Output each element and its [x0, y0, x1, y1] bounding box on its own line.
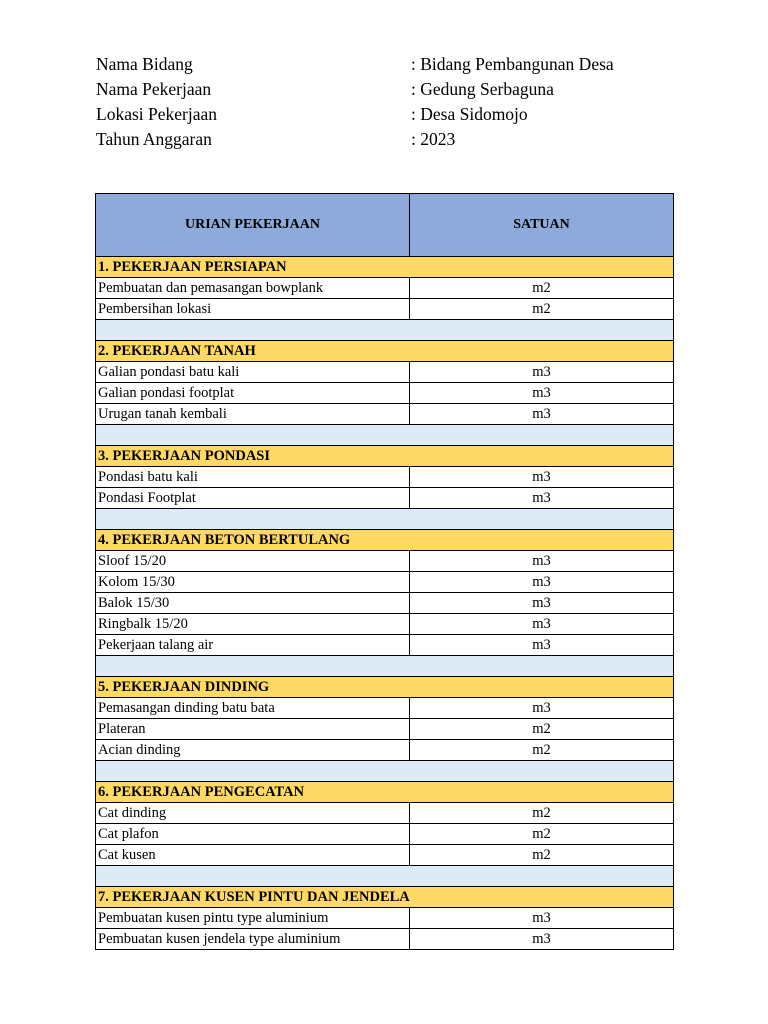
work-item-unit: m3	[410, 551, 674, 572]
table-row	[96, 614, 674, 635]
work-item-unit: m3	[410, 404, 674, 425]
work-item-name: Pembuatan kusen jendela type aluminium	[96, 929, 410, 950]
work-item-unit: m3	[410, 698, 674, 719]
work-item-name: Pemasangan dinding batu bata	[96, 698, 410, 719]
table-row	[96, 824, 674, 845]
table-row	[96, 635, 674, 656]
work-item-name: Ringbalk 15/20	[96, 614, 410, 635]
info-label: Nama Pekerjaan	[96, 79, 212, 99]
work-item-unit: m3	[410, 572, 674, 593]
work-item-unit: m3	[410, 467, 674, 488]
work-item-name: Cat dinding	[96, 803, 410, 824]
spacer-cell	[96, 866, 674, 887]
work-item-name: Pondasi batu kali	[96, 467, 410, 488]
table-row	[96, 740, 674, 761]
work-item-unit: m2	[410, 740, 674, 761]
spacer-cell	[96, 509, 674, 530]
work-item-unit: m2	[410, 719, 674, 740]
work-item-name: Plateran	[96, 719, 410, 740]
table-row	[96, 719, 674, 740]
table-row	[96, 404, 674, 425]
work-item-name: Galian pondasi footplat	[96, 383, 410, 404]
info-label: Nama Bidang	[96, 54, 193, 74]
work-item-name: Pembersihan lokasi	[96, 299, 410, 320]
spacer-cell	[96, 320, 674, 341]
spacer-cell	[96, 656, 674, 677]
work-item-unit: m3	[410, 929, 674, 950]
work-item-name: Cat kusen	[96, 845, 410, 866]
section-row	[96, 530, 674, 551]
section-row	[96, 446, 674, 467]
info-value: : Bidang Pembangunan Desa	[411, 54, 614, 74]
work-item-name: Pembuatan dan pemasangan bowplank	[96, 278, 410, 299]
section-row	[96, 782, 674, 803]
work-item-unit: m3	[410, 908, 674, 929]
section-title: 5. PEKERJAAN DINDING	[96, 677, 674, 698]
section-title: 2. PEKERJAAN TANAH	[96, 341, 674, 362]
section-row	[96, 887, 674, 908]
table-row	[96, 572, 674, 593]
section-title: 7. PEKERJAAN KUSEN PINTU DAN JENDELA	[96, 887, 674, 908]
info-label: Lokasi Pekerjaan	[96, 104, 217, 124]
work-item-unit: m2	[410, 824, 674, 845]
table-row	[96, 467, 674, 488]
work-item-name: Acian dinding	[96, 740, 410, 761]
info-value: : Gedung Serbaguna	[411, 79, 554, 99]
work-item-name: Pondasi Footplat	[96, 488, 410, 509]
work-item-name: Pembuatan kusen pintu type aluminium	[96, 908, 410, 929]
work-item-unit: m3	[410, 593, 674, 614]
table-row	[96, 278, 674, 299]
spacer-row	[96, 320, 674, 341]
work-item-unit: m2	[410, 299, 674, 320]
table-header-row	[96, 194, 674, 257]
work-item-name: Sloof 15/20	[96, 551, 410, 572]
table-row	[96, 362, 674, 383]
work-item-name: Cat plafon	[96, 824, 410, 845]
work-item-unit: m3	[410, 488, 674, 509]
work-item-name: Kolom 15/30	[96, 572, 410, 593]
info-row	[96, 127, 696, 152]
spacer-cell	[96, 425, 674, 446]
spacer-row	[96, 656, 674, 677]
info-row	[96, 77, 696, 102]
table-body	[96, 257, 674, 950]
work-item-unit: m3	[410, 383, 674, 404]
info-row	[96, 102, 696, 127]
work-item-name: Pekerjaan talang air	[96, 635, 410, 656]
section-title: 4. PEKERJAAN BETON BERTULANG	[96, 530, 674, 551]
spacer-row	[96, 866, 674, 887]
work-item-unit: m3	[410, 614, 674, 635]
table-row	[96, 908, 674, 929]
column-header-unit: SATUAN	[410, 194, 674, 257]
table-row	[96, 929, 674, 950]
info-row	[96, 52, 696, 77]
table-row	[96, 551, 674, 572]
section-row	[96, 341, 674, 362]
table-row	[96, 488, 674, 509]
table-row	[96, 803, 674, 824]
work-item-unit: m2	[410, 278, 674, 299]
section-row	[96, 257, 674, 278]
work-item-name: Urugan tanah kembali	[96, 404, 410, 425]
table-row	[96, 383, 674, 404]
info-value: : Desa Sidomojo	[411, 104, 528, 124]
work-item-unit: m3	[410, 635, 674, 656]
table-row	[96, 698, 674, 719]
table-row	[96, 299, 674, 320]
section-title: 6. PEKERJAAN PENGECATAN	[96, 782, 674, 803]
spacer-row	[96, 509, 674, 530]
spacer-cell	[96, 761, 674, 782]
section-title: 3. PEKERJAAN PONDASI	[96, 446, 674, 467]
work-item-unit: m2	[410, 803, 674, 824]
column-header-work-item: URIAN PEKERJAAN	[96, 194, 410, 257]
info-value: : 2023	[411, 129, 456, 149]
spacer-row	[96, 425, 674, 446]
section-row	[96, 677, 674, 698]
project-info	[96, 52, 696, 152]
work-item-name: Galian pondasi batu kali	[96, 362, 410, 383]
work-items-table	[95, 193, 674, 950]
work-item-unit: m2	[410, 845, 674, 866]
spacer-row	[96, 761, 674, 782]
work-item-unit: m3	[410, 362, 674, 383]
info-label: Tahun Anggaran	[96, 129, 212, 149]
work-item-name: Balok 15/30	[96, 593, 410, 614]
table-row	[96, 593, 674, 614]
table-row	[96, 845, 674, 866]
section-title: 1. PEKERJAAN PERSIAPAN	[96, 257, 674, 278]
